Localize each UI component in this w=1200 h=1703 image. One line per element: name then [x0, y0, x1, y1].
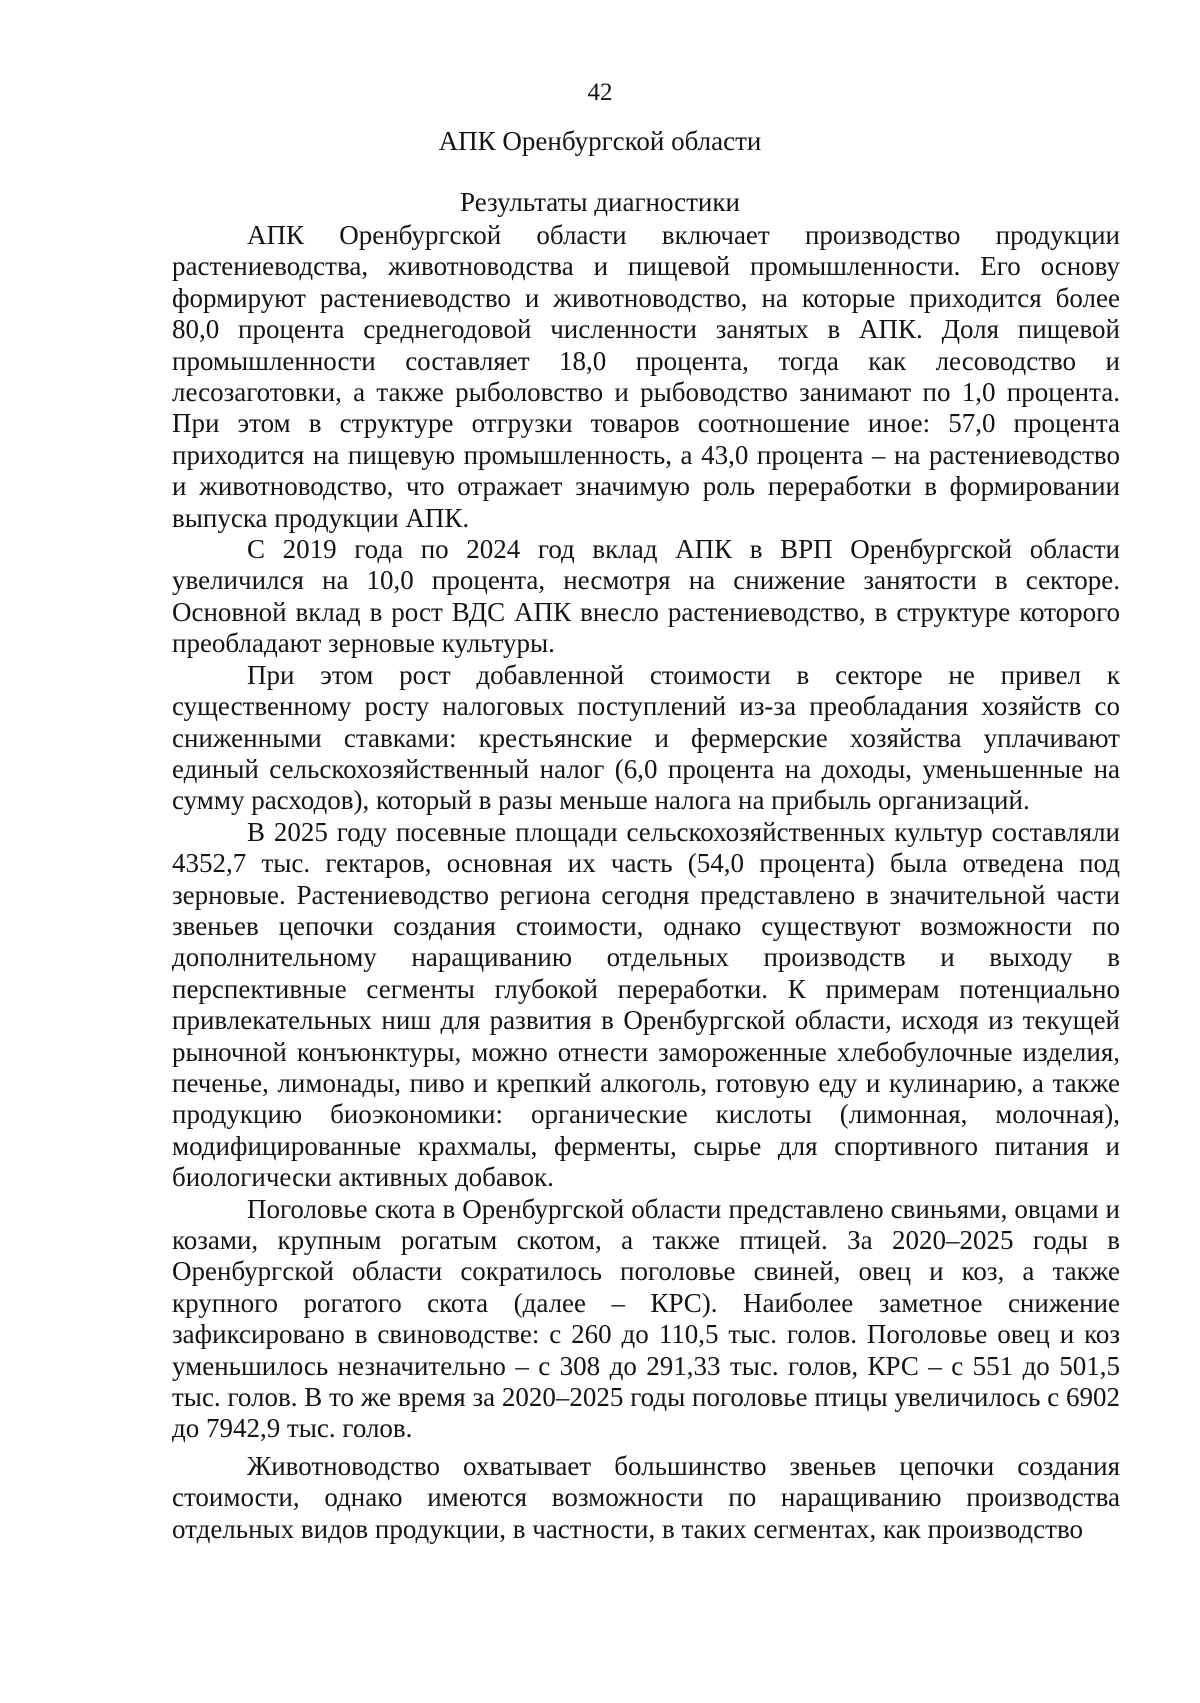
body-text [172, 220, 1120, 1545]
paragraph-grp-contribution: С 2019 года по 2024 год вклад АПК в ВРП Оренбургской области увеличился на 10,0 процента, несмотря на снижение занятости в секторе. Основной вклад в рост ВДС АПК внесло растениеводство, в структуре которого преобладают зерновые культуры. [172, 534, 1120, 659]
paragraph-tax-revenue: При этом рост добавленной стоимости в секторе не привел к существенному росту налоговых поступлений из-за преобладания хозяйств со сниженными ставками: крестьянские и фермерские хозяйства уплачивают единый сельскохозяйственный налог (6,0 процента на доходы, уменьшенные на сумму расходов), который в разы меньше налога на прибыль организаций. [172, 659, 1120, 816]
page-number: 42 [587, 79, 613, 106]
section-heading: Результаты диагностики [460, 187, 740, 217]
paragraph-crop-production: В 2025 году посевные площади сельскохозяйственных культур составляли 4352,7 тыс. гектаров, основная их часть (54,0 процента) была отведена под зерновые. Растениеводство региона сегодня представлено в значительной части звеньев цепочки создания стоимости, однако существуют возможности по дополнительному наращиванию отдельных производств и выходу в перспективные сегменты глубокой переработки. К примерам потенциально привлекательных ниш для развития в Оренбургской области, исходя из текущей рыночной конъюнктуры, можно отнести замороженные хлебобулочные изделия, печенье, лимонады, пиво и крепкий алкоголь, готовую еду и кулинарию, а также продукцию биоэкономики: органические кислоты (лимонная, молочная), модифицированные крахмалы, ферменты, сырье для спортивного питания и биологически активных добавок. [172, 816, 1120, 1193]
document-title: АПК Оренбургской области [438, 126, 762, 156]
paragraph-livestock-value-chain: Животноводство охватывает большинство звеньев цепочки создания стоимости, однако имеются возможности по наращиванию производства отдельных видов продукции, в частности, в таких сегментах, как производство [172, 1450, 1120, 1544]
paragraph-agro-structure: АПК Оренбургской области включает производство продукции растениеводства, животноводства и пищевой промышленности. Его основу формируют растениеводство и животноводство, на которые приходится более 80,0 процента среднегодовой численности занятых в АПК. Доля пищевой промышленности составляет 18,0 процента, тогда как лесоводство и лесозаготовки, а также рыболовство и рыбоводство занимают по 1,0 процента. При этом в структуре отгрузки товаров соотношение иное: 57,0 процента приходится на пищевую промышленность, а 43,0 процента – на растениеводство и животноводство, что отражает значимую роль переработки в формировании выпуска продукции АПК. [172, 220, 1120, 533]
paragraph-livestock-numbers: Поголовье скота в Оренбургской области представлено свиньями, овцами и козами, крупным рогатым скотом, а также птицей. За 2020–2025 годы в Оренбургской области сократилось поголовье свиней, овец и коз, а также крупного рогатого скота (далее – КРС). Наиболее заметное снижение зафиксировано в свиноводстве: с 260 до 110,5 тыс. голов. Поголовье овец и коз уменьшилось незначительно – с 308 до 291,33 тыс. голов, КРС – с 551 до 501,5 тыс. голов. В то же время за 2020–2025 годы поголовье птицы увеличилось с 6902 до 7942,9 тыс. голов. [172, 1193, 1120, 1444]
